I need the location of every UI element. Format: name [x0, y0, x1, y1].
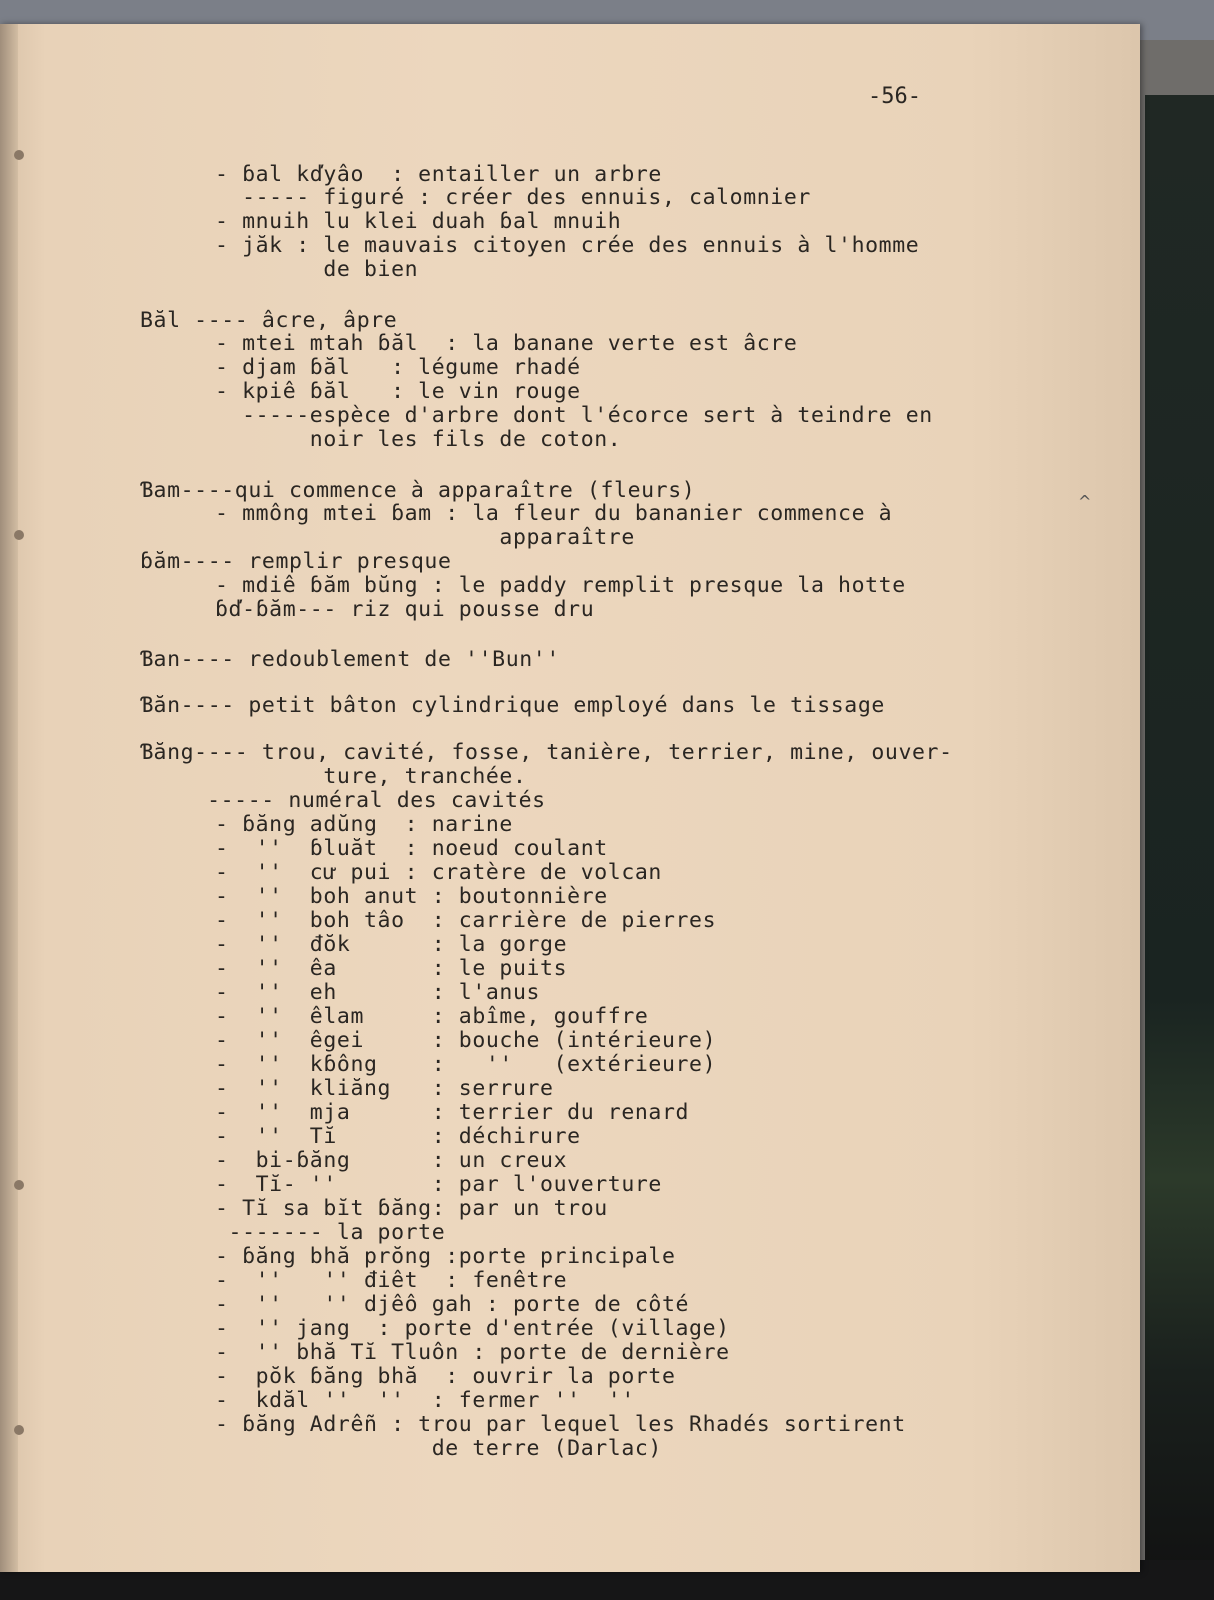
- headword-line: Băl ---- âcre, âpre: [140, 308, 398, 333]
- entry-line: apparaître: [215, 525, 635, 550]
- headword-line: ɓăm---- remplir presque: [140, 549, 452, 574]
- entry-line: de bien: [215, 257, 419, 282]
- book-cover-edge: [1145, 95, 1214, 1600]
- entry-line: - kpiê ɓăl : le vin rouge: [215, 379, 581, 404]
- entry-line: - '' jang : porte d'entrée (village): [215, 1316, 730, 1341]
- entry-line: - '' kliăng : serrure: [215, 1076, 554, 1101]
- headword-line: Ɓăng---- trou, cavité, fosse, tanière, terrier, mine, ouver-: [140, 740, 953, 765]
- entry-line: - '' êa : le puits: [215, 956, 568, 981]
- entry-line: - mmông mtei ɓam : la fleur du bananier commence à: [215, 501, 893, 526]
- binding-hole: [14, 150, 24, 160]
- entry-line: - '' '' điêt : fenêtre: [215, 1268, 568, 1293]
- entry-line: -----espèce d'arbre dont l'écorce sert à teindre en: [215, 403, 933, 428]
- entry-line: - jăk : le mauvais citoyen crée des ennuis à l'homme: [215, 233, 920, 258]
- entry-line: - kdăl '' '' : fermer '' '': [215, 1388, 635, 1413]
- entry-line: - '' '' djêô gah : porte de côté: [215, 1292, 690, 1317]
- binding-hole: [14, 530, 24, 540]
- entry-line: noir les fils de coton.: [215, 427, 622, 452]
- entry-line: - '' ɓluăt : noeud coulant: [215, 836, 608, 861]
- binding-hole: [14, 1180, 24, 1190]
- entry-line: - '' boh tâo : carrière de pierres: [215, 908, 717, 933]
- caret-mark: ^: [1078, 492, 1092, 511]
- entry-line: - '' đŏk : la gorge: [215, 932, 568, 957]
- entry-line: - '' bhă Tĭ Tluôn : porte de dernière: [215, 1340, 730, 1365]
- entry-line: ------- la porte: [215, 1220, 446, 1245]
- entry-line: - '' Tĭ : déchirure: [215, 1124, 581, 1149]
- headword-line: Ɓăn---- petit bâton cylindrique employé dans le tissage: [140, 693, 885, 718]
- entry-line: - djam ɓăl : légume rhadé: [215, 355, 581, 380]
- entry-line: - mdiê ɓăm bŭng : le paddy remplit presque la hotte: [215, 573, 906, 598]
- entry-line: - '' cư pui : cratère de volcan: [215, 860, 662, 885]
- page-number: -56-: [868, 84, 921, 109]
- entry-line: - Tĭ- '' : par l'ouverture: [215, 1172, 662, 1197]
- entry-line: ɓď-ɓăm--- riz qui pousse dru: [215, 597, 595, 622]
- entry-line: - '' êgei : bouche (intérieure): [215, 1028, 717, 1053]
- page-binding: [0, 24, 18, 1572]
- entry-line: - ɓăng Adrêñ : trou par lequel les Rhadés sortirent: [215, 1412, 906, 1437]
- entry-line: de terre (Darlac): [215, 1436, 662, 1461]
- entry-line: - bi-ɓăng : un creux: [215, 1148, 568, 1173]
- entry-line: - ɓăng adŭng : narine: [215, 812, 513, 837]
- entry-line: - ɓăng bhă prŏng :porte principale: [215, 1244, 676, 1269]
- entry-line: - '' êlam : abîme, gouffre: [215, 1004, 649, 1029]
- entry-line: - '' kɓông : '' (extérieure): [215, 1052, 717, 1077]
- entry-line: - Tĭ sa bĭt ɓăng: par un trou: [215, 1196, 608, 1221]
- entry-line: - pŏk ɓăng bhă : ouvrir la porte: [215, 1364, 676, 1389]
- entry-line: - ɓal kďyâo : entailler un arbre: [215, 162, 662, 187]
- entry-line: - '' mja : terrier du renard: [215, 1100, 690, 1125]
- entry-line: ture, tranchée.: [215, 764, 527, 789]
- entry-line: - mtei mtah ɓăl : la banane verte est âcre: [215, 331, 798, 356]
- entry-line: ----- figuré : créer des ennuis, calomnier: [215, 185, 811, 210]
- entry-line: - '' boh anut : boutonnière: [215, 884, 608, 909]
- headword-line: Ɓan---- redoublement de ''Bun'': [140, 647, 560, 672]
- entry-line: - mnuih lu klei duah ɓal mnuih: [215, 209, 622, 234]
- entry-line: - '' eh : l'anus: [215, 980, 541, 1005]
- entry-line: ----- numéral des cavités: [180, 788, 546, 813]
- binding-hole: [14, 1425, 24, 1435]
- headword-line: Ɓam----qui commence à apparaître (fleurs): [140, 478, 696, 503]
